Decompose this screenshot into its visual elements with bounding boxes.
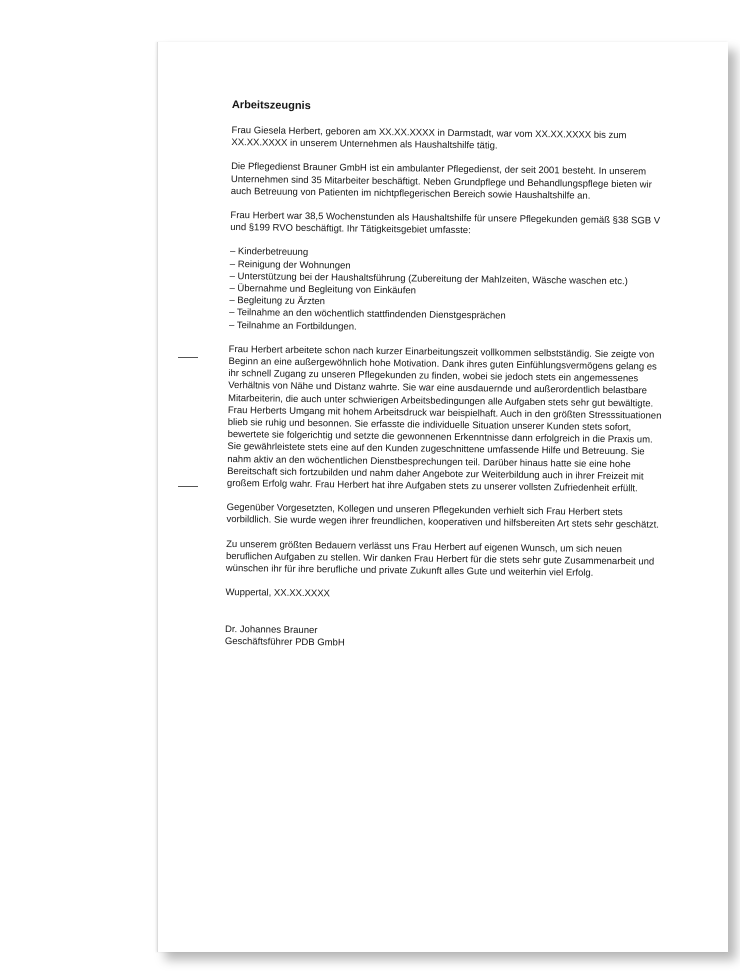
closing-paragraph: Zu unserem größten Bedauern verlässt uns Frau Herbert auf eigenen Wunsch, um sich neuen beruflichen Aufgaben zu stellen. Wir danken Frau Herbert für die stets sehr gute Zusammenarbeit und wünschen ihr für ihre berufliche und private Zukunft alles Gute und weiterhin viel Erfolg. [225,538,655,579]
employment-paragraph: Frau Herbert war 38,5 Wochenstunden als Haushaltshilfe für unsere Pflegekunden gemäß §38 SGB V und §199 RVO beschäftigt. Ihr Tätigkeitsgebiet umfasste: [230,210,661,237]
fold-mark-bottom [178,486,198,487]
intro-paragraph: Frau Giesela Herbert, geboren am XX.XX.XXXX in Darmstadt, war vom XX.XX.XXXX bis zum XX.XX.XXXX in unserem Unternehmen als Haushaltshilfe tätig. [231,124,627,152]
behavior-paragraph: Gegenüber Vorgesetzten, Kollegen und unseren Pflegekunden verhielt sich Frau Herbert stets vorbildlich. Sie wurde wegen ihrer freundlichen, kooperativen und hilfsbereiten Art stets sehr geschätzt. [226,502,660,532]
task-item: – Unterstützung bei der Haushaltsführung (Zubereitung der Mahlzeiten, Wäsche waschen etc.) [229,270,628,288]
document-title: Arbeitszeugnis [231,98,311,113]
document-body [225,98,670,654]
signer-name: Dr. Johannes Brauner [224,623,318,636]
task-item: – Reinigung der Wohnungen [229,258,351,272]
task-item: – Teilnahme an den wöchentlich stattfindenden Dienstgesprächen [229,307,506,323]
place-date: Wuppertal, XX.XX.XXXX [225,587,330,600]
task-list [229,246,668,337]
task-item: – Teilnahme an Fortbildungen. [228,319,357,333]
signer-title: Geschäftsführer PDB GmbH [224,635,345,649]
company-paragraph: Die Pflegedienst Brauner GmbH ist ein ambulanter Pflegedienst, der seit 2001 besteht. In unserem Unternehmen sind 35 Mitarbeiter beschäftigt. Neben Grundpflege und Behandlungspflege bieten wir auch Betreuung von Patienten im nichtpflegerischen Bereich sowie Haushaltshilfe an. [230,161,652,202]
task-item: – Kinderbetreuung [229,246,309,259]
assessment-paragraph: Frau Herbert arbeitete schon nach kurzer Einarbeitungszeit vollkommen selbstständig. Sie zeigte von Beginn an eine außergewöhnlich hohe Motivation. Dank ihres guten Einfühlungsvermögens gelang es ihr schnell Zugang zu unseren Pflegekunden zu finden, wobei sie jedoch stets ein angemessenes Verhältnis von Nähe und Distanz wahrte. Sie war eine ausdauernde und außerordentlich belastbare Mitarbeiterin, die auch unter schwierigen Arbeitsbedingungen alle Aufgaben stets sehr gut bewältigte. Frau Herberts Umgang mit hohem Arbeitsdruck war beispielhaft. Auch in den größten Stresssituationen blieb sie ruhig und besonnen. Sie erfasste die individuelle Situation unserer Kunden stets sofort, bewertete sie folgerichtig und setzte die gewonnenen Erkenntnisse dann erfolgreich in die Praxis um. Sie gewährleistete stets eine auf den Kunden zugeschnittene umfassende Hilfe und Betreuung. Sie nahm aktiv an den wöchentlichen Dienstbesprechungen teil. Darüber hinaus hatte sie eine hohe Bereitschaft sich fortzubilden und nahm daher Angebote zur Weiterbildung auch in ihrer Freizeit mit großem Erfolg wahr. Frau Herbert hat ihre Aufgaben stets zu unserer vollsten Zufriedenheit erfüllt. [226,343,662,495]
fold-mark-top [178,357,198,358]
task-item: – Übernahme und Begleitung von Einkäufen [229,283,416,297]
task-item: – Begleitung zu Ärzten [229,295,326,308]
